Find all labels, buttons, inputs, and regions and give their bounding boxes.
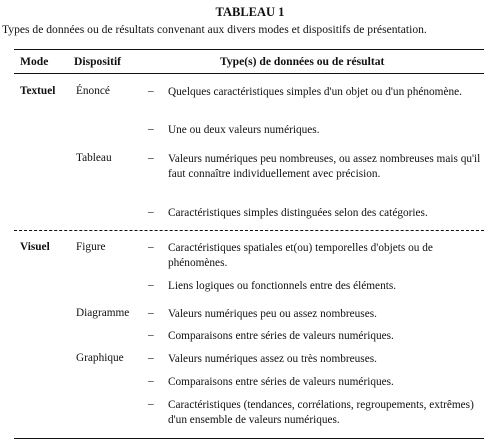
device-diagramme: Diagramme — [76, 307, 130, 319]
dash: – — [148, 206, 154, 218]
list-item: Quelques caractéristiques simples d'un objet ou d'un phénomène. — [168, 86, 462, 98]
device-tableau: Tableau — [76, 152, 112, 164]
list-item: Valeurs numériques peu nombreuses, ou assez nombreuses mais qu'il faut connaître individuellement avec précision. — [168, 153, 481, 180]
table-caption: Types de données ou de résultats convenant aux divers modes et dispositifs de présentation. — [2, 23, 427, 36]
dash: – — [148, 352, 154, 364]
list-item: Comparaisons entre séries de valeurs numériques. — [168, 330, 394, 342]
dash: – — [148, 279, 154, 291]
mode-textuel: Textuel — [20, 85, 56, 97]
dash: – — [148, 152, 154, 164]
dash: – — [148, 329, 154, 341]
list-item: Une ou deux valeurs numériques. — [168, 124, 320, 136]
dash: – — [148, 241, 154, 253]
header-mode: Mode — [20, 55, 49, 68]
header-rule — [14, 73, 484, 74]
device-enonce: Énoncé — [76, 85, 110, 97]
section-divider — [14, 230, 484, 231]
list-item: Caractéristiques (tendances, corrélations, regroupements, extrêmes) d'un ensemble de valeurs numériques. — [168, 399, 474, 426]
list-item: Valeurs numériques assez ou très nombreuses. — [168, 353, 377, 365]
mode-visuel: Visuel — [20, 241, 50, 253]
header-dispositif: Dispositif — [74, 55, 122, 68]
list-item: Liens logiques ou fonctionnels entre des éléments. — [168, 280, 397, 292]
dash: – — [148, 123, 154, 135]
bottom-rule — [14, 438, 484, 439]
list-item: Caractéristiques spatiales et(ou) temporelles d'objets ou de phénomènes. — [168, 242, 433, 269]
dash: – — [148, 85, 154, 97]
dash: – — [148, 375, 154, 387]
table-title: TABLEAU 1 — [215, 5, 285, 19]
list-item: Caractéristiques simples distinguées selon des catégories. — [168, 207, 428, 219]
device-graphique: Graphique — [76, 352, 124, 364]
device-figure: Figure — [76, 241, 106, 253]
dash: – — [148, 398, 154, 410]
dash: – — [148, 307, 154, 319]
list-item: Comparaisons entre séries de valeurs numériques. — [168, 376, 394, 388]
list-item: Valeurs numériques peu ou assez nombreuses. — [168, 308, 377, 320]
header-type: Type(s) de données ou de résultat — [220, 55, 385, 68]
top-rule — [14, 49, 484, 50]
